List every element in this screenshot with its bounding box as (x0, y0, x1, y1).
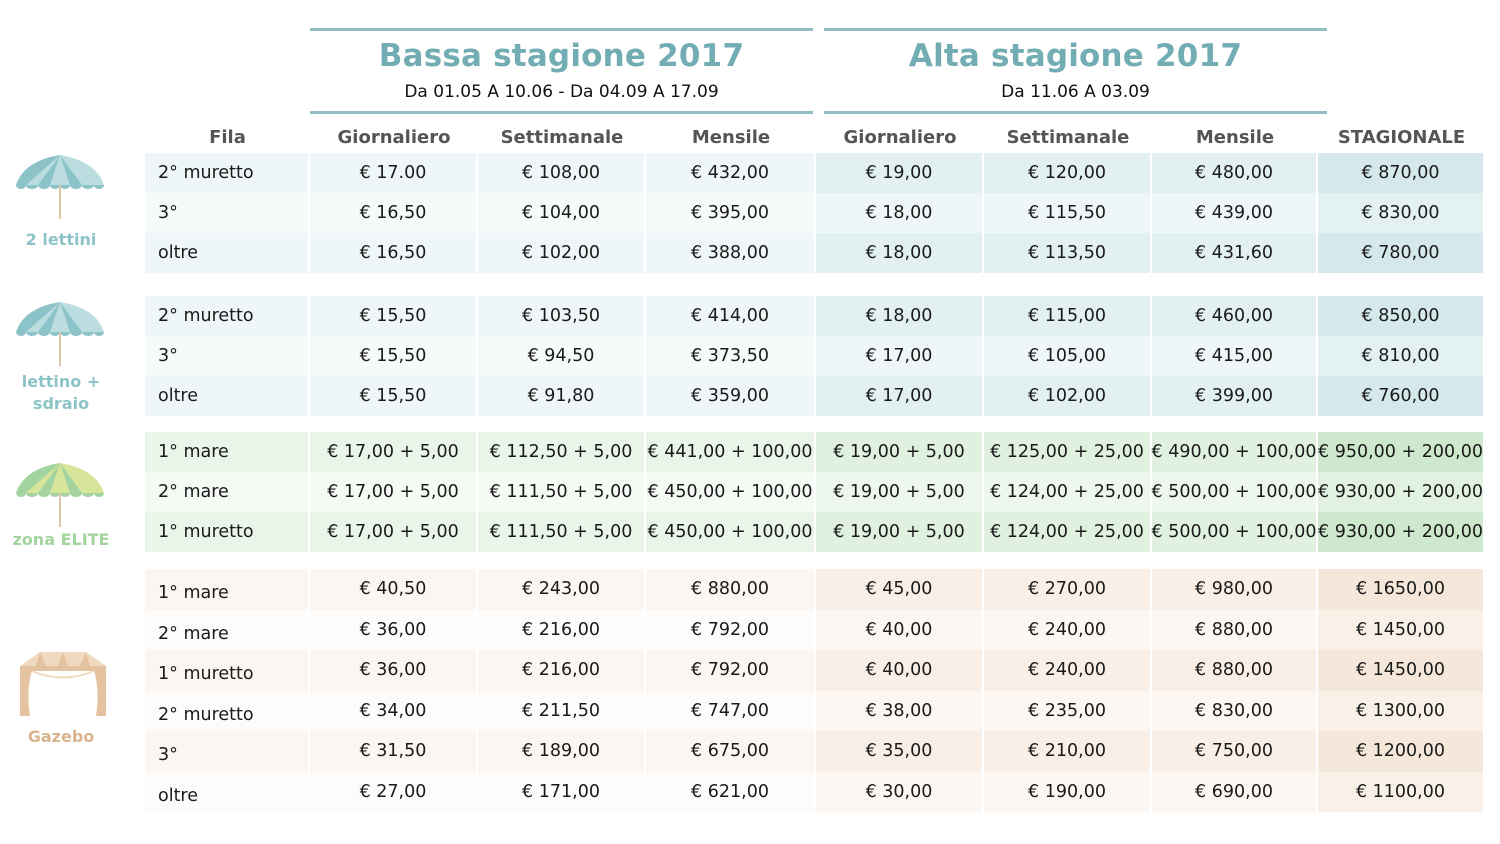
price-cell-high-weekly: € 190,00 (984, 772, 1152, 813)
price-cell-high-weekly: € 124,00 + 25,00 (984, 512, 1152, 552)
table-row (145, 233, 1485, 273)
price-cell-high-daily: € 18,00 (816, 296, 984, 336)
price-cell-low-daily: € 36,00 (310, 650, 478, 691)
price-cell-high-daily: € 40,00 (816, 610, 984, 651)
price-cell-high-daily: € 19,00 + 5,00 (816, 432, 984, 472)
price-cell-low-daily: € 27,00 (310, 772, 478, 813)
price-cell-low-daily: € 15,50 (310, 336, 478, 376)
price-cell-high-monthly: € 500,00 + 100,00 (1152, 472, 1318, 512)
price-cell-high-daily: € 45,00 (816, 569, 984, 610)
price-cell-low-monthly: € 675,00 (646, 731, 816, 772)
table-row (145, 691, 1485, 732)
high-season-header (824, 28, 1327, 114)
group-zona-elite (145, 432, 1485, 552)
price-cell-low-weekly: € 91,80 (478, 376, 646, 416)
low-season-title: Bassa stagione 2017 (378, 38, 745, 74)
header-low-weekly: Settimanale (500, 126, 624, 148)
group-gazebo (145, 569, 1485, 812)
price-cell-low-monthly: € 450,00 + 100,00 (646, 512, 816, 552)
high-season-dates: Da 11.06 A 03.09 (1001, 82, 1150, 102)
price-cell-low-weekly: € 112,50 + 5,00 (478, 432, 646, 472)
price-cell-low-monthly: € 792,00 (646, 650, 816, 691)
row-label: 2° muretto (145, 153, 310, 193)
price-cell-seasonal: € 810,00 (1318, 336, 1485, 376)
price-cell-low-monthly: € 880,00 (646, 569, 816, 610)
price-cell-low-weekly: € 104,00 (478, 193, 646, 233)
price-cell-high-weekly: € 115,00 (984, 296, 1152, 336)
row-label: 1° mare (145, 432, 310, 472)
price-cell-high-monthly: € 500,00 + 100,00 (1152, 512, 1318, 552)
price-cell-high-monthly: € 830,00 (1152, 691, 1318, 732)
price-cell-seasonal: € 950,00 + 200,00 (1318, 432, 1485, 472)
gazebo-icon (16, 650, 110, 720)
table-row (145, 376, 1485, 416)
header-low-daily: Giornaliero (337, 126, 451, 148)
price-cell-seasonal: € 830,00 (1318, 193, 1485, 233)
price-cell-low-monthly: € 621,00 (646, 772, 816, 813)
price-cell-high-daily: € 17,00 (816, 376, 984, 416)
table-row (145, 650, 1485, 691)
row-label: 3° (145, 336, 310, 376)
row-label: 1° muretto (145, 650, 310, 691)
table-row (145, 569, 1485, 610)
table-row (145, 472, 1485, 512)
price-cell-low-weekly: € 216,00 (478, 610, 646, 651)
price-cell-high-weekly: € 102,00 (984, 376, 1152, 416)
table-row (145, 432, 1485, 472)
price-cell-high-weekly: € 115,50 (984, 193, 1152, 233)
price-cell-low-monthly: € 792,00 (646, 610, 816, 651)
beach-umbrella-blue-icon (14, 153, 106, 221)
price-cell-seasonal: € 930,00 + 200,00 (1318, 472, 1485, 512)
row-label: 2° mare (145, 472, 310, 512)
table-row (145, 610, 1485, 651)
price-cell-high-monthly: € 480,00 (1152, 153, 1318, 193)
price-cell-high-daily: € 18,00 (816, 193, 984, 233)
price-cell-high-weekly: € 125,00 + 25,00 (984, 432, 1152, 472)
price-cell-low-weekly: € 108,00 (478, 153, 646, 193)
row-label: 3° (145, 193, 310, 233)
price-cell-seasonal: € 1200,00 (1318, 731, 1485, 772)
price-cell-high-weekly: € 235,00 (984, 691, 1152, 732)
table-row (145, 296, 1485, 336)
price-cell-low-weekly: € 111,50 + 5,00 (478, 512, 646, 552)
price-cell-high-monthly: € 690,00 (1152, 772, 1318, 813)
price-cell-seasonal: € 1450,00 (1318, 650, 1485, 691)
price-cell-low-monthly: € 373,50 (646, 336, 816, 376)
row-label: 2° muretto (145, 296, 310, 336)
price-cell-low-daily: € 34,00 (310, 691, 478, 732)
price-cell-seasonal: € 760,00 (1318, 376, 1485, 416)
price-cell-seasonal: € 1650,00 (1318, 569, 1485, 610)
group-label-zona-elite: zona ELITE (12, 530, 110, 549)
price-cell-low-monthly: € 388,00 (646, 233, 816, 273)
price-cell-seasonal: € 780,00 (1318, 233, 1485, 273)
price-cell-low-daily: € 16,50 (310, 233, 478, 273)
row-label: oltre (145, 376, 310, 416)
price-cell-high-weekly: € 120,00 (984, 153, 1152, 193)
price-cell-seasonal: € 850,00 (1318, 296, 1485, 336)
price-cell-low-weekly: € 211,50 (478, 691, 646, 732)
price-cell-low-monthly: € 747,00 (646, 691, 816, 732)
price-cell-high-weekly: € 270,00 (984, 569, 1152, 610)
price-cell-high-weekly: € 240,00 (984, 610, 1152, 651)
price-cell-high-daily: € 38,00 (816, 691, 984, 732)
price-cell-high-daily: € 18,00 (816, 233, 984, 273)
price-cell-low-monthly: € 414,00 (646, 296, 816, 336)
row-label: 2° muretto (145, 691, 310, 732)
price-cell-high-monthly: € 490,00 + 100,00 (1152, 432, 1318, 472)
row-label: oltre (145, 233, 310, 273)
price-cell-low-daily: € 17,00 + 5,00 (310, 432, 478, 472)
price-cell-low-weekly: € 102,00 (478, 233, 646, 273)
price-cell-high-monthly: € 880,00 (1152, 650, 1318, 691)
price-cell-low-weekly: € 94,50 (478, 336, 646, 376)
header-high-monthly: Mensile (1195, 126, 1275, 148)
price-cell-seasonal: € 930,00 + 200,00 (1318, 512, 1485, 552)
group-label-lettino-sdraio: lettino + sdraio (21, 372, 101, 413)
price-cell-low-daily: € 40,50 (310, 569, 478, 610)
price-cell-low-monthly: € 432,00 (646, 153, 816, 193)
row-label: 1° mare (145, 569, 310, 610)
price-cell-high-daily: € 30,00 (816, 772, 984, 813)
price-cell-high-monthly: € 750,00 (1152, 731, 1318, 772)
price-cell-high-daily: € 40,00 (816, 650, 984, 691)
price-cell-low-daily: € 17.00 (310, 153, 478, 193)
price-cell-low-daily: € 15,50 (310, 376, 478, 416)
price-cell-low-daily: € 17,00 + 5,00 (310, 472, 478, 512)
price-cell-low-monthly: € 441,00 + 100,00 (646, 432, 816, 472)
group-lettino-sdraio (145, 296, 1485, 416)
price-cell-high-monthly: € 431,60 (1152, 233, 1318, 273)
price-cell-low-daily: € 16,50 (310, 193, 478, 233)
price-cell-seasonal: € 1100,00 (1318, 772, 1485, 813)
low-season-dates: Da 01.05 A 10.06 - Da 04.09 A 17.09 (404, 82, 719, 102)
price-cell-low-weekly: € 216,00 (478, 650, 646, 691)
price-cell-high-monthly: € 415,00 (1152, 336, 1318, 376)
table-row (145, 193, 1485, 233)
header-fila: Fila (209, 126, 246, 148)
price-cell-high-monthly: € 880,00 (1152, 610, 1318, 651)
group-label-2-lettini: 2 lettini (25, 230, 97, 249)
price-cell-low-monthly: € 450,00 + 100,00 (646, 472, 816, 512)
price-cell-low-daily: € 17,00 + 5,00 (310, 512, 478, 552)
price-cell-low-monthly: € 395,00 (646, 193, 816, 233)
group-label-gazebo: Gazebo (27, 727, 95, 746)
price-cell-low-weekly: € 103,50 (478, 296, 646, 336)
header-high-weekly: Settimanale (1006, 126, 1130, 148)
price-cell-low-weekly: € 243,00 (478, 569, 646, 610)
row-label: 3° (145, 731, 310, 772)
price-cell-low-monthly: € 359,00 (646, 376, 816, 416)
low-season-header (310, 28, 813, 114)
price-cell-low-daily: € 36,00 (310, 610, 478, 651)
price-cell-high-weekly: € 113,50 (984, 233, 1152, 273)
price-cell-high-monthly: € 980,00 (1152, 569, 1318, 610)
beach-umbrella-green-icon (14, 461, 106, 529)
price-cell-low-daily: € 15,50 (310, 296, 478, 336)
header-high-daily: Giornaliero (843, 126, 957, 148)
price-cell-high-daily: € 19,00 + 5,00 (816, 512, 984, 552)
price-cell-high-monthly: € 399,00 (1152, 376, 1318, 416)
price-cell-low-weekly: € 189,00 (478, 731, 646, 772)
price-cell-high-weekly: € 105,00 (984, 336, 1152, 376)
row-label: 1° muretto (145, 512, 310, 552)
table-row (145, 772, 1485, 813)
price-cell-high-daily: € 17,00 (816, 336, 984, 376)
price-cell-seasonal: € 1450,00 (1318, 610, 1485, 651)
price-cell-high-daily: € 19,00 (816, 153, 984, 193)
table-row (145, 512, 1485, 552)
price-cell-low-weekly: € 171,00 (478, 772, 646, 813)
high-season-title: Alta stagione 2017 (908, 38, 1243, 74)
table-row (145, 731, 1485, 772)
price-cell-low-weekly: € 111,50 + 5,00 (478, 472, 646, 512)
row-label: oltre (145, 772, 310, 813)
price-cell-high-daily: € 35,00 (816, 731, 984, 772)
price-cell-high-weekly: € 124,00 + 25,00 (984, 472, 1152, 512)
price-cell-high-weekly: € 210,00 (984, 731, 1152, 772)
price-cell-high-daily: € 19,00 + 5,00 (816, 472, 984, 512)
price-cell-seasonal: € 870,00 (1318, 153, 1485, 193)
row-label: 2° mare (145, 610, 310, 651)
price-cell-seasonal: € 1300,00 (1318, 691, 1485, 732)
table-row (145, 153, 1485, 193)
price-cell-high-monthly: € 460,00 (1152, 296, 1318, 336)
price-cell-high-weekly: € 240,00 (984, 650, 1152, 691)
beach-umbrella-blue-icon (14, 300, 106, 368)
price-cell-high-monthly: € 439,00 (1152, 193, 1318, 233)
group-2-lettini (145, 153, 1485, 273)
price-cell-low-daily: € 31,50 (310, 731, 478, 772)
header-low-monthly: Mensile (691, 126, 771, 148)
table-row (145, 336, 1485, 376)
header-seasonal: STAGIONALE (1337, 126, 1466, 148)
